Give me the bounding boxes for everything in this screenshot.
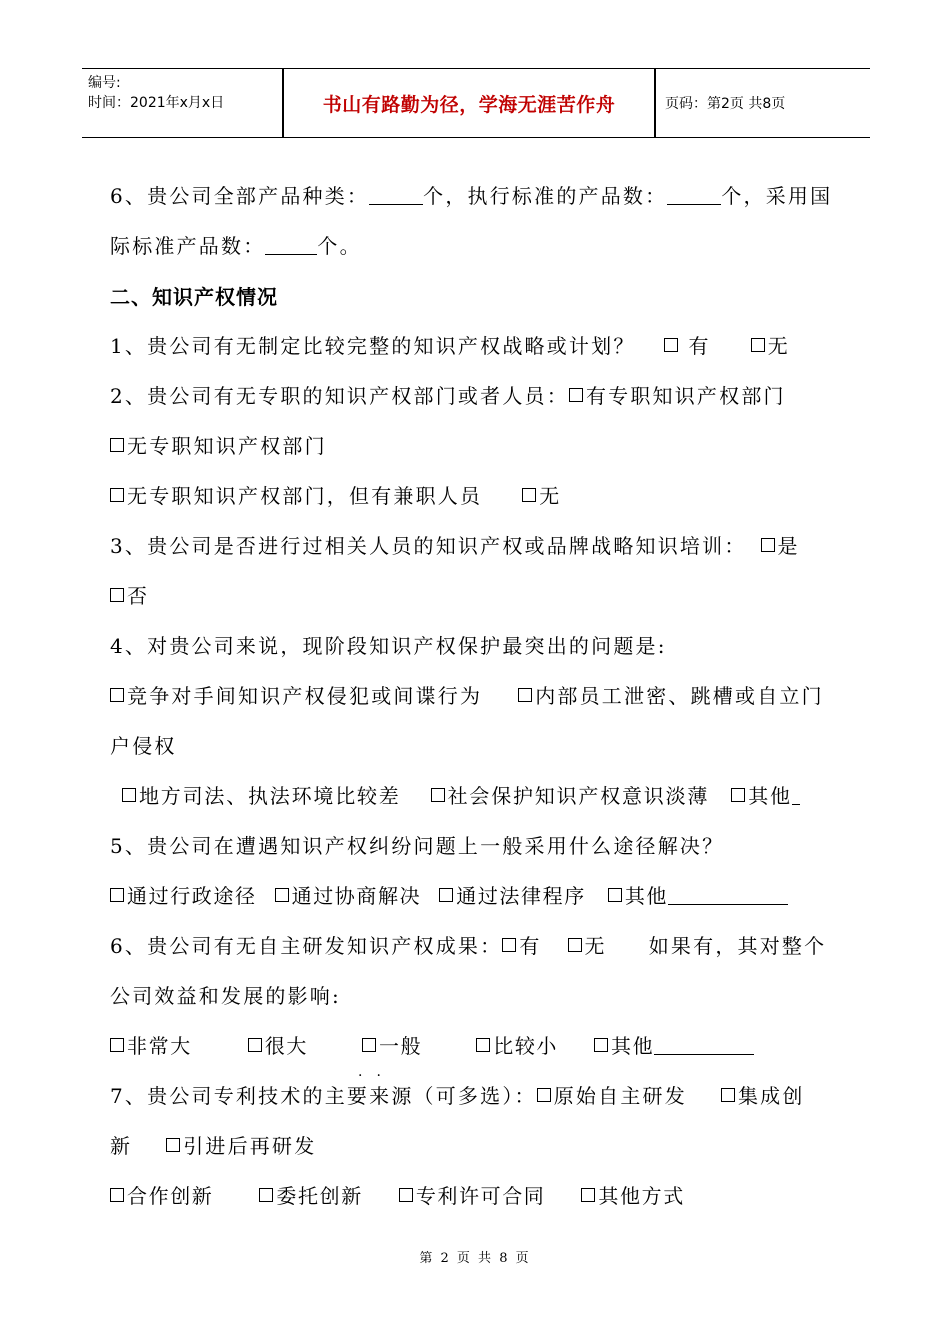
question-4: 4、对贵公司来说，现阶段知识产权保护最突出的问题是: (110, 634, 667, 658)
blank-total-products[interactable] (369, 184, 423, 205)
section-title: 二、知识产权情况 (110, 285, 278, 309)
page-footer: 第 2 页 共 8 页 (419, 1251, 531, 1266)
product-count-question: 6、贵公司全部产品种类： 个，执行标准的产品数： 个，采用国 (110, 184, 833, 208)
checkbox-q3-yes[interactable] (761, 538, 775, 552)
question-7-cont: 新 引进后再研发 (110, 1134, 317, 1158)
question-3-no: 否 (110, 580, 149, 609)
checkbox-q5-opt4[interactable] (608, 888, 622, 902)
checkbox-q6-yes[interactable] (502, 938, 516, 952)
question-2-opt2: 无专职知识产权部门 (110, 430, 327, 459)
product-count-question-cont: 际标准产品数： 个。 (110, 234, 362, 258)
checkbox-q4-opt4[interactable] (431, 788, 445, 802)
question-3: 3、贵公司是否进行过相关人员的知识产权或品牌战略知识培训： 是 (110, 534, 800, 558)
document-header (82, 68, 870, 138)
checkbox-q5-opt1[interactable] (110, 888, 124, 902)
question-1: 1、贵公司有无制定比较完整的知识产权战略或计划？ 有 无 (110, 334, 790, 358)
checkbox-q7-opt2[interactable] (721, 1088, 735, 1102)
checkbox-q6-opt5[interactable] (594, 1038, 608, 1052)
question-6: 6、贵公司有无自主研发知识产权成果： 有 无 如果有，其对整个 (110, 934, 827, 958)
checkbox-q4-opt2[interactable] (518, 688, 532, 702)
checkbox-q7-opt5[interactable] (259, 1188, 273, 1202)
checkbox-q7-opt7[interactable] (581, 1188, 595, 1202)
checkbox-q6-opt4[interactable] (476, 1038, 490, 1052)
checkbox-q7-opt3[interactable] (166, 1138, 180, 1152)
question-2-opt3: 无专职知识产权部门，但有兼职人员 无 (110, 480, 561, 509)
blank-q4-other[interactable] (792, 784, 800, 805)
question-4-opt2-cont: 户侵权 (110, 734, 177, 758)
checkbox-q2-opt1[interactable] (569, 388, 583, 402)
checkbox-q6-opt2[interactable] (248, 1038, 262, 1052)
checkbox-q6-opt1[interactable] (110, 1038, 124, 1052)
question-2: 2、贵公司有无专职的知识产权部门或者人员： 有专职知识产权部门 (110, 384, 786, 408)
checkbox-q1-yes[interactable] (664, 338, 678, 352)
doc-time-label: 时间：2021年x月x日 (88, 95, 225, 111)
question-4-opts-2: 地方司法、执法环境比较差 社会保护知识产权意识淡薄 其他 (122, 780, 800, 809)
checkbox-q2-opt3[interactable] (110, 488, 124, 502)
question-6-cont: 公司效益和发展的影响: (110, 984, 341, 1008)
checkbox-q6-opt3[interactable] (362, 1038, 376, 1052)
header-meta (82, 69, 282, 137)
header-divider (654, 69, 656, 137)
blank-q6-other[interactable] (654, 1034, 754, 1055)
question-7: 7、贵公司专利技术的主要来源（可多选）： 原始自主研发 集成创 (110, 1084, 805, 1108)
question-7-opts: 合作创新 委托创新 专利许可合同 其他方式 (110, 1180, 685, 1209)
checkbox-q7-opt1[interactable] (537, 1088, 551, 1102)
doc-number-label: 编号: (88, 75, 121, 91)
checkbox-q6-no[interactable] (568, 938, 582, 952)
blank-standard-products[interactable] (667, 184, 721, 205)
header-motto: 书山有路勤为径，学海无涯苦作舟 (322, 93, 616, 116)
emphasis-dots: ·· (358, 1068, 395, 1084)
checkbox-q2-opt4[interactable] (522, 488, 536, 502)
question-6-opts: 非常大 很大 一般 比较小 其他 (110, 1030, 754, 1059)
checkbox-q7-opt4[interactable] (110, 1188, 124, 1202)
question-4-opts: 竞争对手间知识产权侵犯或间谍行为 内部员工泄密、跳槽或自立门 (110, 680, 824, 709)
checkbox-q5-opt3[interactable] (439, 888, 453, 902)
header-page-info: 页码：第2页 共8页 (665, 96, 786, 112)
blank-intl-standard-products[interactable] (265, 234, 317, 255)
checkbox-q7-opt6[interactable] (399, 1188, 413, 1202)
checkbox-q4-opt5[interactable] (731, 788, 745, 802)
blank-q5-other[interactable] (668, 884, 788, 905)
question-5: 5、贵公司在遭遇知识产权纠纷问题上一般采用什么途径解决？ (110, 834, 725, 858)
checkbox-q5-opt2[interactable] (275, 888, 289, 902)
checkbox-q4-opt1[interactable] (110, 688, 124, 702)
checkbox-q1-no[interactable] (751, 338, 765, 352)
question-5-opts: 通过行政途径 通过协商解决 通过法律程序 其他 (110, 880, 788, 909)
checkbox-q2-opt2[interactable] (110, 438, 124, 452)
checkbox-q3-no[interactable] (110, 588, 124, 602)
checkbox-q4-opt3[interactable] (122, 788, 136, 802)
